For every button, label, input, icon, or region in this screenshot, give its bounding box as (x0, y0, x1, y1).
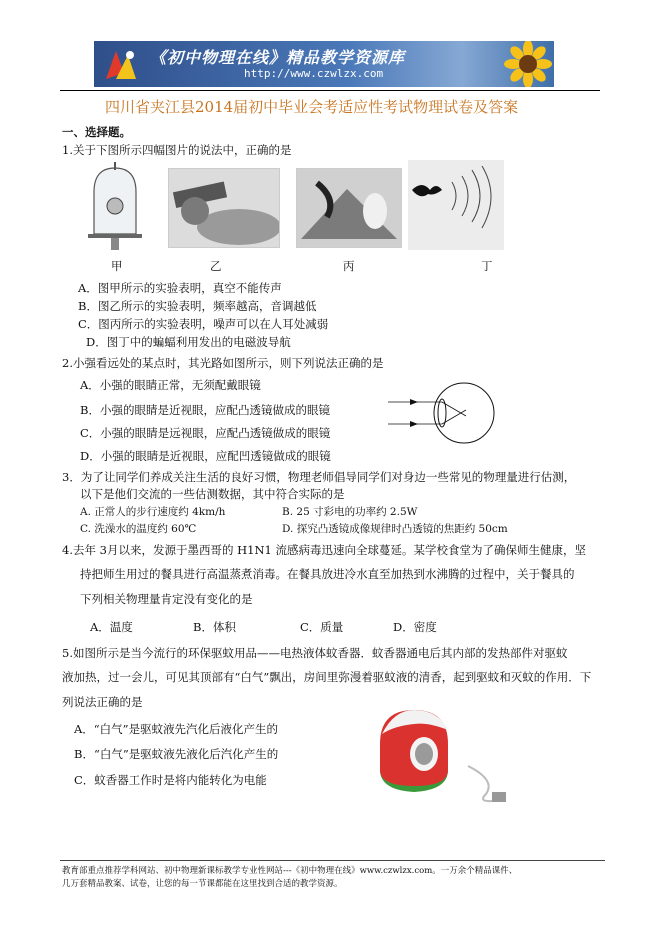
q4-option-d: D．密度 (393, 620, 437, 634)
q4-option-a: A．温度 (90, 620, 133, 634)
sunflower-icon (502, 41, 554, 87)
q1-stem: 1.关于下图所示四幅图片的说法中，正确的是 (62, 143, 292, 157)
banner-url[interactable]: http://www.czwlzx.com (244, 67, 384, 80)
site-banner (94, 41, 554, 87)
q4-stem-line2: 持把师生用过的餐具进行高温蒸煮消毒。在餐具放进冷水直至加热到水沸腾的过程中，关于餐具的 (80, 567, 575, 581)
site-logo-icon (100, 45, 140, 83)
banner-title: 《初中物理在线》精品教学资源库 (150, 48, 406, 67)
label-bing: 丙 (343, 259, 355, 273)
q5-option-a: A．“白气”是驱蚊液先汽化后液化产生的 (74, 722, 279, 736)
q2-option-a: A．小强的眼睛正常，无须配戴眼镜 (80, 378, 261, 392)
q2-option-d: D．小强的眼睛是近视眼，应配凹透镜做成的眼镜 (80, 449, 331, 463)
q4-option-c: C．质量 (300, 620, 344, 634)
q4-stem-line1: 4.去年 3月以来，发源于墨西哥的 H1N1 流感病毒迅速向全球蔓延。某学校食堂为了确保师生健康，坚 (62, 543, 586, 557)
figure-bat (408, 160, 504, 250)
label-ding: 丁 (481, 259, 493, 273)
figure-bell-jar (84, 162, 146, 250)
q5-option-b: B．“白气”是驱蚊液先液化后汽化产生的 (74, 747, 279, 761)
q1-option-b: B．图乙所示的实验表明，频率越高，音调越低 (78, 299, 317, 313)
q1-option-a: A．图甲所示的实验表明，真空不能传声 (78, 281, 282, 295)
label-jia: 甲 (111, 259, 123, 273)
document-title: 四川省夹江县2014届初中毕业会考适应性考试物理试卷及答案 (105, 98, 519, 116)
q3-stem-line1: 3．为了让同学们养成关注生活的良好习惯，物理老师倡导同学们对身边一些常见的物理量进行估测， (62, 470, 576, 484)
q2-option-c: C．小强的眼睛是远视眼，应配凸透镜做成的眼镜 (80, 426, 331, 440)
q5-stem-line2: 液加热，过一会儿，可见其顶部有“白气”飘出，房间里弥漫着驱蚊液的清香，起到驱蚊和灭蚊的作用．下 (62, 670, 592, 684)
mosquito-repeller-image (368, 700, 514, 806)
label-yi: 乙 (210, 259, 222, 273)
footer-line-2: 几万套精品教案、试卷，让您的每一节课都能在这里找到合适的教学资源。 (62, 879, 343, 889)
section-heading: 一、选择题。 (62, 125, 131, 139)
q5-stem-line3: 列说法正确的是 (62, 695, 143, 709)
q4-stem-line3: 下列相关物理量肯定没有变化的是 (80, 592, 253, 606)
q3-option-b: B. 25 寸彩电的功率约 2.5W (282, 506, 418, 518)
header-rule (60, 90, 600, 91)
q1-option-c: C．图丙所示的实验表明，噪声可以在人耳处减弱 (78, 317, 329, 331)
q5-stem-line1: 5.如图所示是当今流行的环保驱蚊用品——电热液体蚊香器．蚊香器通电后其内部的发热部件对驱蚊 (62, 646, 568, 660)
figure-card-comb (168, 168, 280, 248)
q3-option-d: D. 探究凸透镜成像规律时凸透镜的焦距约 50cm (282, 523, 508, 535)
q3-stem-line2: 以下是他们交流的一些估测数据，其中符合实际的是 (80, 487, 345, 501)
figure-noise (296, 168, 402, 248)
q5-option-c: C．蚊香器工作时是将内能转化为电能 (74, 773, 267, 787)
q1-option-d: D．图丁中的蝙蝠利用发出的电磁波导航 (86, 335, 291, 349)
eye-diagram (388, 380, 498, 446)
q3-option-a: A. 正常人的步行速度约 4km/h (80, 506, 226, 518)
q3-option-c: C. 洗澡水的温度约 60℃ (80, 523, 197, 535)
q2-option-b: B．小强的眼睛是近视眼，应配凸透镜做成的眼镜 (80, 403, 330, 417)
q2-stem: 2.小强看远处的某点时，其光路如图所示，则下列说法正确的是 (62, 356, 384, 370)
q4-option-b: B．体积 (193, 620, 236, 634)
footer-rule (60, 860, 605, 861)
footer-line-1: 教育部重点推荐学科网站、初中物理新课标教学专业性网站---《初中物理在线》www.czwlzx.com。一万余个精品课件、 (62, 866, 518, 876)
